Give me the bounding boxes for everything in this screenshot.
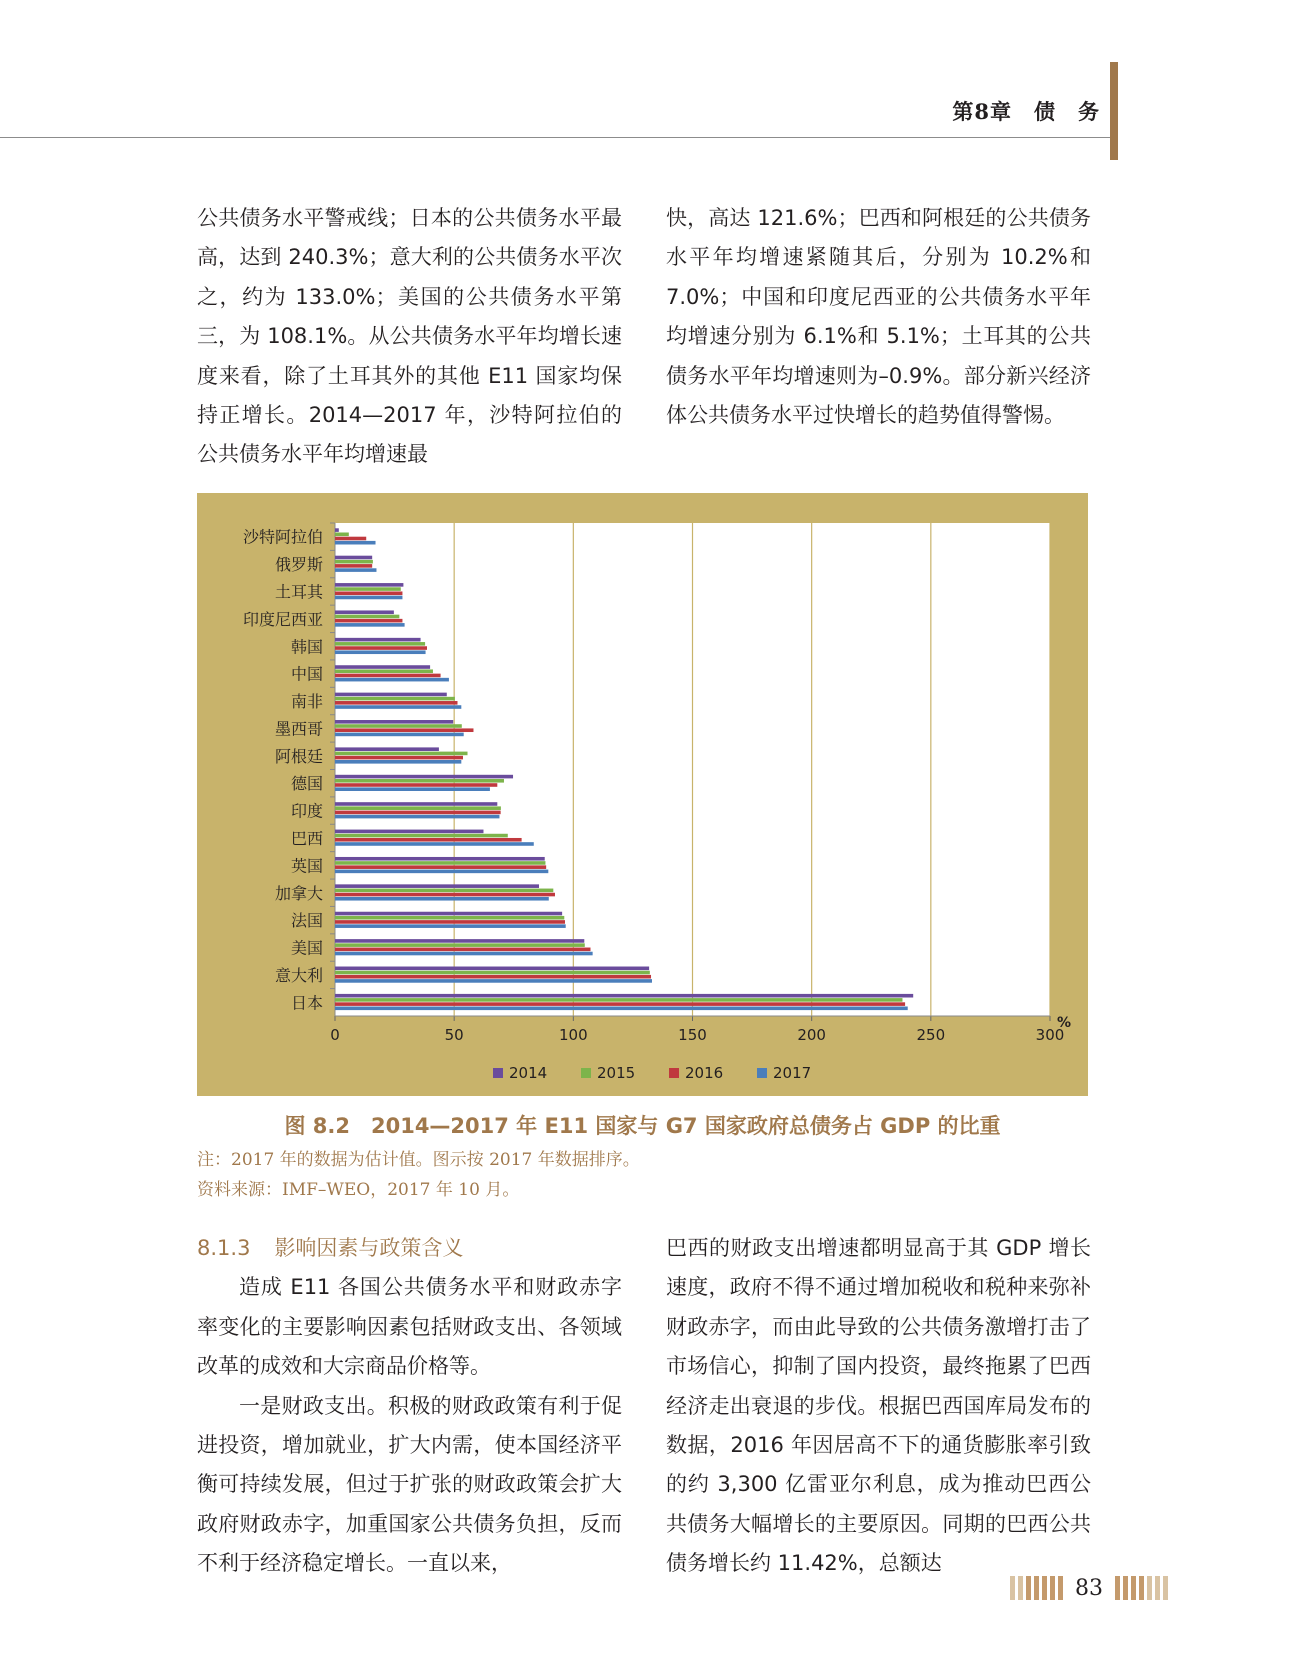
bar (335, 967, 649, 971)
body-text-right-bottom (666, 1229, 1091, 1584)
bar (335, 650, 426, 654)
bar (335, 783, 497, 787)
y-tick-label: 英国 (290, 856, 323, 876)
bar (335, 669, 433, 673)
legend-label: 2017 (773, 1064, 812, 1082)
legend-swatch (493, 1068, 503, 1078)
bar (335, 724, 462, 728)
bar (335, 619, 402, 623)
bar (335, 760, 461, 764)
figure-note: 注：2017 年的数据为估计值。图示按 2017 年数据排序。 (197, 1150, 640, 1170)
paragraph: 一是财政支出。积极的财政政策有利于促进投资，增加就业，扩大内需，使本国经济平衡可持续发展，但过于扩张的财政政策会扩大政府财政赤字，加重国家公共债务负担，反而不利于经济稳定增长。一直以来， (197, 1393, 622, 1576)
y-tick-label: 中国 (290, 664, 323, 684)
header-accent-bar (1110, 62, 1118, 160)
bar (335, 556, 372, 560)
bar (335, 924, 566, 928)
page-footer (1010, 1575, 1168, 1601)
page-number: 83 (1075, 1575, 1103, 1601)
bar (335, 861, 545, 865)
bar (335, 701, 458, 705)
bar (335, 975, 651, 979)
legend-label: 2015 (597, 1064, 636, 1082)
bar (335, 897, 549, 901)
bar (335, 870, 548, 874)
x-tick-label: 0 (330, 1026, 340, 1044)
legend-label: 2014 (509, 1064, 548, 1082)
y-tick-label: 印度尼西亚 (242, 609, 323, 629)
bar (335, 756, 463, 760)
legend-swatch (757, 1068, 767, 1078)
bar (335, 638, 421, 642)
y-tick-label: 德国 (290, 774, 323, 794)
figure-chart (197, 493, 1088, 1096)
bar (335, 697, 455, 701)
bar (335, 893, 555, 897)
bar (335, 541, 376, 545)
figure-notes (197, 1145, 640, 1205)
paragraph: 快，高达 121.6%；巴西和阿根廷的公共债务水平年均增速紧随其后，分别为 10.2%和 7.0%；中国和印度尼西亚的公共债务水平年均增速分别为 6.1%和 5.1%；土耳其的公共债务水平年均增速则为–0.9%。部分新兴经济体公共债务水平过快增长的趋势值得警惕。 (666, 206, 1091, 428)
bar (335, 838, 522, 842)
bar (335, 775, 513, 779)
bar (335, 623, 405, 627)
y-tick-label: 阿根廷 (274, 746, 323, 766)
bar (335, 802, 497, 806)
bar (335, 811, 501, 815)
y-tick-label: 巴西 (290, 828, 323, 848)
chapter-name: 债 务 (1034, 99, 1100, 124)
bar (335, 642, 425, 646)
x-tick-label: 250 (916, 1026, 946, 1044)
bar (335, 815, 499, 819)
bar (335, 693, 447, 697)
bar (335, 920, 565, 924)
bar (335, 857, 545, 861)
bar (335, 591, 402, 595)
x-tick-label: 150 (678, 1026, 707, 1044)
body-text-right-top (666, 199, 1091, 435)
bar (335, 733, 464, 737)
x-tick-label: 200 (797, 1026, 826, 1044)
section-heading (197, 1229, 622, 1268)
paragraph: 公共债务水平警戒线；日本的公共债务水平最高，达到 240.3%；意大利的公共债务水平次之，约为 133.0%；美国的公共债务水平第三，为 108.1%。从公共债务水平年均增长速度来看，除了土耳其外的其他 E11 国家均保持正增长。2014—2017 年，沙特阿拉伯的公共债务水平年均增速最 (197, 206, 622, 467)
x-tick-label: 50 (444, 1026, 464, 1044)
bar (335, 998, 902, 1002)
legend-label: 2016 (685, 1064, 724, 1082)
y-tick-label: 沙特阿拉伯 (242, 527, 323, 547)
y-tick-label: 法国 (290, 911, 323, 931)
bar (335, 884, 539, 888)
bar (335, 842, 534, 846)
bar (335, 705, 461, 709)
bar (335, 747, 439, 751)
x-unit-label: % (1056, 1015, 1072, 1031)
figure-source: 资料来源：IMF–WEO，2017 年 10 月。 (197, 1180, 520, 1200)
legend-swatch (581, 1068, 591, 1078)
bar (335, 979, 652, 983)
section-title: 影响因素与政策含义 (274, 1236, 464, 1260)
bar (335, 583, 403, 587)
y-tick-label: 韩国 (290, 637, 323, 657)
x-tick-label: 300 (1035, 1026, 1065, 1044)
bar (335, 916, 564, 920)
bar (335, 912, 562, 916)
decorative-stripes-left (1010, 1576, 1063, 1600)
y-tick-label: 加拿大 (274, 883, 323, 903)
bar (335, 674, 441, 678)
bar (335, 615, 399, 619)
y-tick-label: 俄罗斯 (274, 555, 323, 575)
bar (335, 952, 593, 956)
bar (335, 528, 339, 532)
bar (335, 787, 490, 791)
figure-caption: 图 8.2 2014—2017 年 E11 国家与 G7 国家政府总债务占 GDP 的比重 (284, 1114, 1001, 1138)
bar (335, 779, 504, 783)
legend-swatch (669, 1068, 679, 1078)
chapter-title (952, 96, 1100, 126)
bar (335, 834, 508, 838)
bar (335, 889, 553, 893)
paragraph: 造成 E11 各国公共债务水平和财政赤字率变化的主要影响因素包括财政支出、各领域改革的成效和大宗商品价格等。 (197, 1275, 622, 1379)
x-tick-label: 100 (559, 1026, 588, 1044)
bar (335, 532, 349, 536)
body-text-left-bottom (197, 1229, 622, 1584)
y-tick-label: 印度 (290, 801, 323, 821)
bar (335, 720, 453, 724)
body-text-left-top (197, 199, 622, 475)
bar (335, 806, 501, 810)
bar (335, 678, 449, 682)
bar (335, 1007, 908, 1011)
bar-chart (197, 493, 1088, 1096)
bar (335, 728, 473, 732)
y-tick-label: 日本 (290, 993, 323, 1013)
paragraph: 巴西的财政支出增速都明显高于其 GDP 增长速度，政府不得不通过增加税收和税种来弥补财政赤字，而由此导致的公共债务激增打击了市场信心，抑制了国内投资，最终拖累了巴西经济走出衰退的步伐。根据巴西国库局发布的数据，2016 年因居高不下的通货膨胀率引致的约 3,300 亿雷亚尔利息，成为推动巴西公共债务大幅增长的主要原因。同期的巴西公共债务增长约 11.42%，总额达 (666, 1236, 1091, 1576)
bar (335, 865, 546, 869)
section-number: 8.1.3 (197, 1236, 251, 1260)
bar (335, 1002, 905, 1006)
bar (335, 665, 430, 669)
y-tick-label: 南非 (290, 692, 323, 712)
decorative-stripes-right (1115, 1576, 1168, 1600)
bar (335, 830, 483, 834)
bar (335, 564, 372, 568)
header-line (0, 137, 1118, 138)
bar (335, 752, 468, 756)
bar (335, 596, 402, 600)
bar (335, 948, 590, 952)
y-tick-label: 墨西哥 (274, 719, 323, 739)
y-tick-label: 美国 (290, 938, 323, 958)
bar (335, 587, 401, 591)
bar (335, 971, 650, 975)
y-tick-label: 意大利 (274, 965, 323, 985)
bar (335, 939, 584, 943)
bar (335, 560, 373, 564)
bar (335, 943, 585, 947)
bar (335, 610, 394, 614)
bar (335, 646, 427, 650)
bar (335, 537, 366, 541)
bar (335, 568, 376, 572)
bar (335, 994, 913, 998)
y-tick-label: 土耳其 (274, 582, 323, 602)
chapter-number: 第8章 (952, 99, 1012, 124)
